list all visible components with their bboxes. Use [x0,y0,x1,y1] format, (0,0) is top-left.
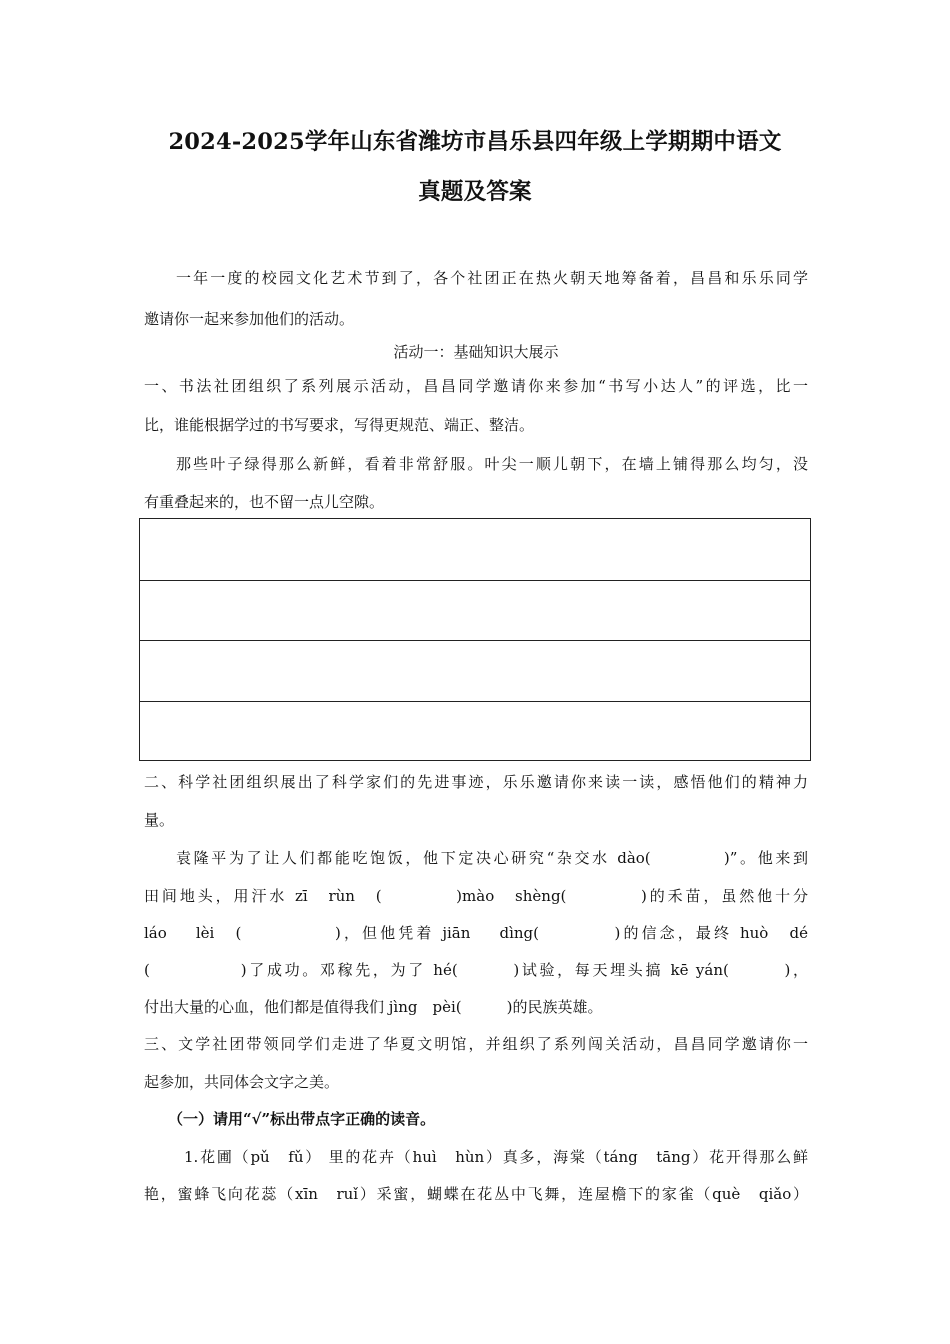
pinyin-passage-line5: 付出大量的心血，他们都是值得我们 jìng pèi( )的民族英雄。 [144,998,603,1016]
pinyin-passage-line4: ( )了成功。邓稼先，为了 hé( )试验，每天埋头搞 kē yán( )， [144,961,808,979]
copy-passage-line1: 那些叶子绿得那么新鲜，看着非常舒服。叶尖一顺儿朝下，在墙上铺得那么均匀，没 [176,455,808,473]
pinyin-passage-line3: láo lèi ( )，但他凭着 jiān dìng( )的信念，最终 huò dé [144,924,808,942]
handwriting-row-divider [140,701,810,702]
copy-passage-line2: 有重叠起来的，也不留一点儿空隙。 [144,493,385,511]
question2-line2: 量。 [144,811,175,829]
activity1-heading: 活动一：基础知识大展示 [393,343,559,361]
handwriting-row-divider [140,580,810,581]
pinyin-passage-line1: 袁隆平为了让人们都能吃饱饭，他下定决心研究“杂交水 dào( )”。他来到 [176,849,808,867]
question3-line2: 起参加，共同体会文字之美。 [144,1073,340,1091]
question1-line2: 比，谁能根据学过的书写要求，写得更规范、端正、整洁。 [144,416,535,434]
question1-line1: 一、书法社团组织了系列展示活动，昌昌同学邀请你来参加“书写小达人”的评选，比一 [144,377,808,395]
handwriting-grid[interactable] [139,518,811,761]
exam-title-line1: 2024-2025学年山东省潍坊市昌乐县四年级上学期期中语文 [168,129,782,155]
reading-item1-line2: 艳，蜜蜂飞向花蕊（xīn ruǐ）采蜜，蝴蝶在花丛中飞舞，连屋檐下的家雀（què qiǎo） [144,1185,808,1203]
question3-sub-heading: （一）请用“√”标出带点字正确的读音。 [168,1110,436,1128]
reading-item1-line1: 1.花圃（pǔ fǔ） 里的花卉（huì hùn）真多，海棠（táng tāng）花开得那么鲜 [184,1148,808,1166]
intro-paragraph-line2: 邀请你一起来参加他们的活动。 [144,310,355,328]
handwriting-row-divider [140,640,810,641]
question3-line1: 三、文学社团带领同学们走进了华夏文明馆，并组织了系列闯关活动，昌昌同学邀请你一 [144,1035,808,1053]
pinyin-passage-line2: 田间地头，用汗水 zī rùn ( )mào shèng( )的禾苗，虽然他十分 [144,887,808,905]
exam-title-line2: 真题及答案 [418,179,532,205]
intro-paragraph-line1: 一年一度的校园文化艺术节到了，各个社团正在热火朝天地筹备着，昌昌和乐乐同学 [176,269,808,287]
question2-line1: 二、科学社团组织展出了科学家们的先进事迹，乐乐邀请你来读一读，感悟他们的精神力 [144,773,808,791]
